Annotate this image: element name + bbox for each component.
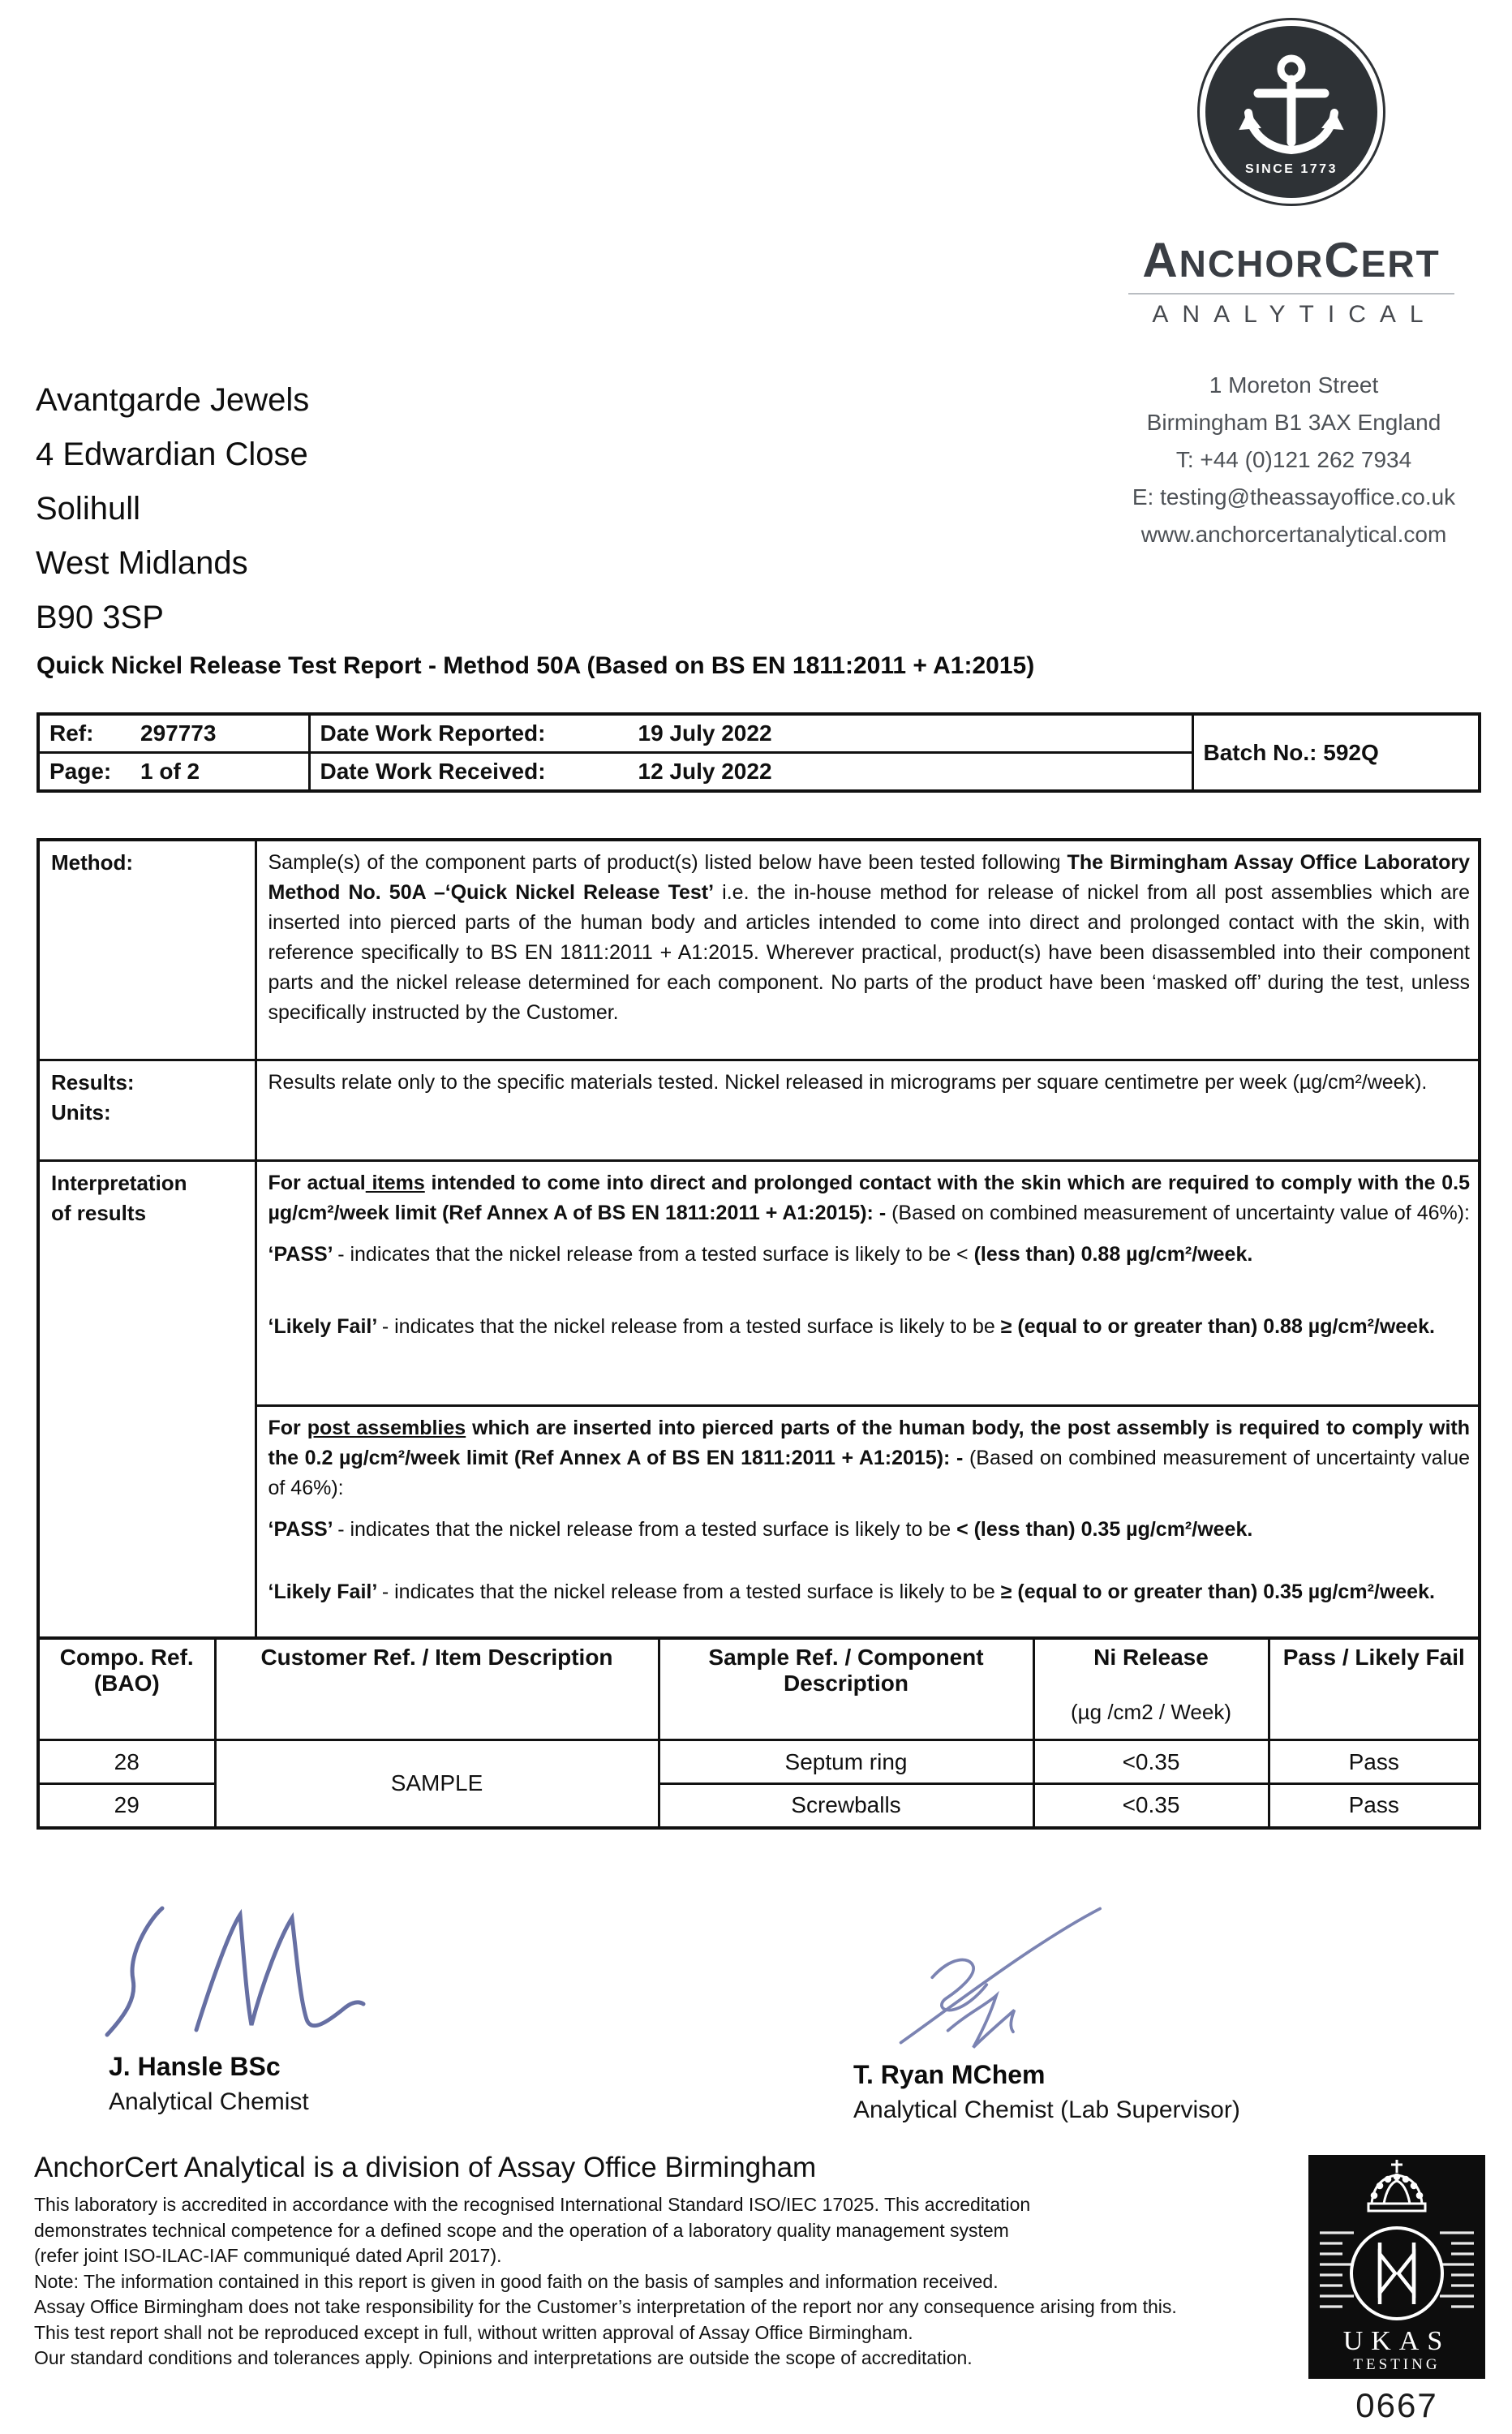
page-value: 1 of 2 xyxy=(140,759,200,784)
ni-release-unit: (µg /cm2 / Week) xyxy=(1071,1699,1231,1724)
compo-ref-value: 28 xyxy=(38,1740,215,1784)
results-header-row xyxy=(38,1638,1480,1740)
interpretation-block-skin xyxy=(256,1161,1480,1406)
footer-line: Assay Office Birmingham does not take responsibility for the Customer’s interpretation of the report nor any consequence arising from this. xyxy=(34,2296,1177,2317)
batch-number: Batch No.: 592Q xyxy=(1192,714,1480,791)
signature-block-supervisor xyxy=(848,1905,1240,2124)
anchorcert-logo xyxy=(1097,18,1486,329)
footer-line: This test report shall not be reproduced except in full, without written approval of Assay Office Birmingham. xyxy=(34,2321,913,2343)
likely-fail-definition-0.35: ‘Likely Fail’ - indicates that the nickel release from a tested surface is likely to be ≥ (equal to or greater than) 0.35 µg/cm²/week. xyxy=(268,1580,1435,1603)
interpretation-row xyxy=(38,1161,1480,1406)
pass-fail-value: Pass xyxy=(1269,1784,1480,1828)
pass-definition-0.35: ‘PASS’ - indicates that the nickel release from a tested surface is likely to be < (less than) 0.35 µg/cm²/week. xyxy=(268,1518,1253,1541)
table-row xyxy=(38,1740,1480,1784)
page-label: Page: xyxy=(49,759,112,784)
footer-line: (refer joint ISO-ILAC-IAF communiqué dated April 2017). xyxy=(34,2245,502,2266)
footer-line: demonstrates technical competence for a defined scope and the operation of a laboratory quality management system xyxy=(34,2219,1009,2241)
contact-line: www.anchorcertanalytical.com xyxy=(1140,522,1447,547)
footer-heading: AnchorCert Analytical is a division of Assay Office Birmingham xyxy=(34,2152,817,2183)
method-section-table xyxy=(37,838,1481,1640)
limit-0.2-intro: For post assemblies which are inserted into pierced parts of the human body, the post assembly is required to comply with the 0.2 µg/cm²/week limit (Ref Annex A of BS EN 1811:2011 + A1:2015): - (Based on combined measurement of uncertainty value of 46%): xyxy=(268,1417,1471,1499)
address-line: Solihull xyxy=(36,491,140,527)
column-header-pass-fail: Pass / Likely Fail xyxy=(1269,1638,1480,1740)
table-row xyxy=(38,714,1480,753)
date-reported-label: Date Work Reported: xyxy=(320,720,546,746)
interpretation-label-line2: of results xyxy=(51,1201,147,1225)
brand-letter: A xyxy=(1142,233,1179,287)
column-header-customer-ref: Customer Ref. / Item Description xyxy=(215,1638,659,1740)
date-received-value: 12 July 2022 xyxy=(638,759,772,784)
sample-ref-value: Septum ring xyxy=(659,1740,1033,1784)
pass-fail-value: Pass xyxy=(1269,1740,1480,1784)
ukas-name: UKAS xyxy=(1342,2326,1451,2356)
column-header-ni-release xyxy=(1033,1638,1269,1740)
method-label: Method: xyxy=(38,840,256,1060)
signer-role: Analytical Chemist xyxy=(109,2088,309,2115)
header-line: Sample Ref. / Component xyxy=(708,1644,984,1670)
pass-definition-0.88: ‘PASS’ - indicates that the nickel release from a tested surface is likely to be < (less than) 0.88 µg/cm²/week. xyxy=(268,1243,1253,1266)
address-line: 4 Edwardian Close xyxy=(36,436,308,472)
signer-name: T. Ryan MChem xyxy=(853,2060,1046,2089)
brand-letters: NCHOR xyxy=(1179,243,1325,285)
header-line: Compo. Ref. xyxy=(59,1644,194,1670)
ukas-category: TESTING xyxy=(1353,2356,1441,2373)
signature-block-analyst xyxy=(91,1895,464,2116)
sample-ref-value: Screwballs xyxy=(659,1784,1033,1828)
lab-contact xyxy=(1103,367,1484,553)
results-label: Results: xyxy=(51,1070,135,1094)
address-line: West Midlands xyxy=(36,545,248,581)
ref-label: Ref: xyxy=(49,720,94,746)
customer-ref-value: SAMPLE xyxy=(215,1740,659,1828)
ni-release-value: <0.35 xyxy=(1033,1740,1269,1784)
report-title: Quick Nickel Release Test Report - Method 50A (Based on BS EN 1811:2011 + A1:2015) xyxy=(37,652,1035,679)
ukas-accreditation-mark xyxy=(1308,2155,1486,2425)
contact-line: E: testing@theassayoffice.co.uk xyxy=(1132,484,1456,510)
likely-fail-definition-0.88: ‘Likely Fail’ - indicates that the nickel release from a tested surface is likely to be ≥ (equal to or greater than) 0.88 µg/cm²/week. xyxy=(268,1315,1435,1338)
limit-0.5-intro: For actual items intended to come into direct and prolonged contact with the skin which are required to comply with the 0.5 µg/cm²/week limit (Ref Annex A of BS EN 1811:2011 + A1:2015): - (Based on combined measurement of uncertainty value of 46%): xyxy=(268,1172,1470,1224)
brand-wordmark xyxy=(1097,232,1486,288)
footer xyxy=(34,2152,1291,2372)
anchor-icon xyxy=(1239,51,1344,173)
date-received-label: Date Work Received: xyxy=(320,759,546,784)
signer-role: Analytical Chemist (Lab Supervisor) xyxy=(853,2096,1240,2123)
column-header-sample-ref xyxy=(659,1638,1033,1740)
address-line: B90 3SP xyxy=(36,600,164,635)
interpretation-block-post xyxy=(256,1406,1480,1638)
brand-subtitle: ANALYTICAL xyxy=(1152,301,1437,328)
customer-address xyxy=(36,373,309,645)
units-label: Units: xyxy=(51,1100,111,1125)
method-row xyxy=(38,840,1480,1060)
header-line: Description xyxy=(783,1670,909,1696)
ni-release-value: <0.35 xyxy=(1033,1784,1269,1828)
footer-line: Our standard conditions and tolerances apply. Opinions and interpretations are outside the scope of accreditation. xyxy=(34,2347,973,2368)
contact-line: 1 Moreton Street xyxy=(1209,372,1379,398)
signer-name: J. Hansle BSc xyxy=(109,2052,281,2081)
reference-table xyxy=(37,712,1481,793)
report-body xyxy=(37,838,1478,1830)
date-reported-value: 19 July 2022 xyxy=(638,720,772,746)
brand-divider xyxy=(1128,293,1454,295)
address-line: Avantgarde Jewels xyxy=(36,382,310,418)
brand-letters: ERT xyxy=(1360,243,1441,285)
ref-value: 297773 xyxy=(140,720,217,746)
contact-line: Birmingham B1 3AX England xyxy=(1146,410,1441,435)
results-text: Results relate only to the specific materials tested. Nickel released in micrograms per square centimetre per week (µg/cm²/week). xyxy=(256,1060,1480,1161)
brand-letter: C xyxy=(1324,233,1361,287)
method-text: Sample(s) of the component parts of product(s) listed below have been tested following The Birmingham Assay Office Laboratory Method No. 50A –‘Quick Nickel Release Test’ i.e. the in-house method for release of nickel from all post assemblies which are inserted into pierced parts of the human body and articles intended to come into direct and prolonged contact with the skin, with reference specifically to BS EN 1811:2011 + A1:2015. Wherever practical, product(s) have been disassembled into their component parts and the nickel release determined for each component. No parts of the product have been ‘masked off’ during the test, unless specifically instructed by the Customer. xyxy=(268,851,1471,1024)
since-1773-label: SINCE 1773 xyxy=(1245,162,1338,176)
interpretation-label: Interpretation xyxy=(51,1171,187,1195)
footer-line: This laboratory is accredited in accordance with the recognised International Standard ISO/IEC 17025. This accreditation xyxy=(34,2194,1031,2215)
logo-badge xyxy=(1197,18,1385,206)
handwritten-signature-icon xyxy=(848,1905,1173,2056)
header-line: (BAO) xyxy=(93,1670,160,1696)
handwritten-signature-icon xyxy=(91,1895,464,2048)
footer-line: Note: The information contained in this report is given in good faith on the basis of samples and information received. xyxy=(34,2270,999,2292)
results-row xyxy=(38,1060,1480,1161)
compo-ref-value: 29 xyxy=(38,1784,215,1828)
header-line: Ni Release xyxy=(1093,1644,1209,1670)
column-header-compo-ref xyxy=(38,1638,215,1740)
ukas-testing-logo xyxy=(1308,2155,1485,2379)
ukas-number: 0667 xyxy=(1355,2386,1438,2424)
results-table xyxy=(37,1636,1481,1830)
contact-line: T: +44 (0)121 262 7934 xyxy=(1175,447,1412,472)
